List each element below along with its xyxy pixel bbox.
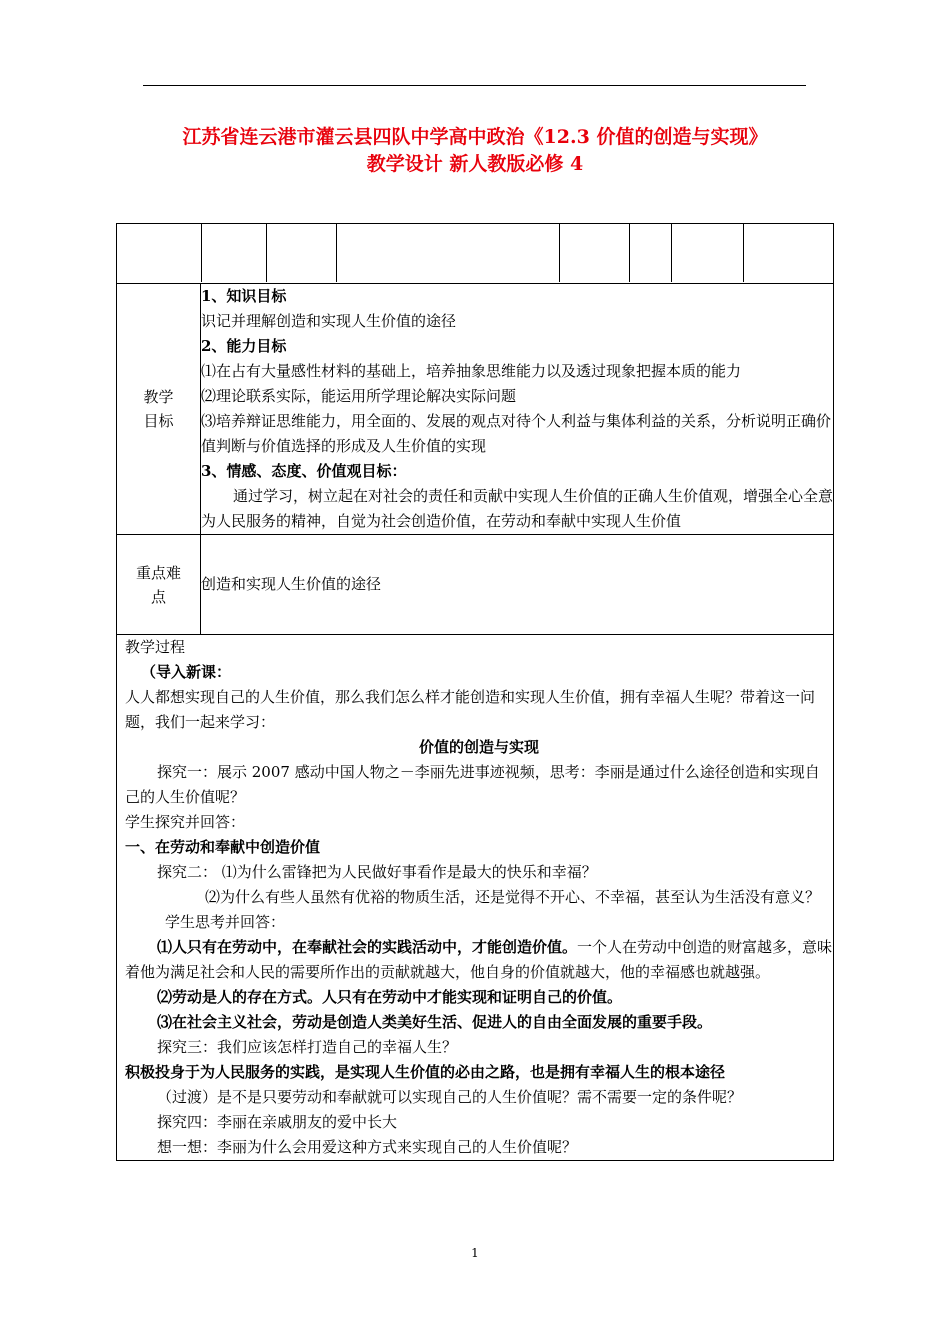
goals-label-line2: 目标 (143, 412, 174, 430)
process-heading: 教学过程 (125, 638, 186, 656)
keypoints-label-line1: 重点难 (135, 563, 181, 582)
goals-ability-item-2: ⑵理论联系实际，能运用所学理论解决实际问题 (201, 387, 517, 405)
think-question: 想一想：李丽为什么会用爱这种方式来实现自己的人生价值呢？ (157, 1138, 578, 1156)
student-answer-2: 学生思考并回答： (165, 913, 286, 931)
goals-row (117, 284, 834, 535)
section-1-heading: 一、在劳动和奉献中创造价值 (125, 838, 321, 856)
goals-knowledge-text: 识记并理解创造和实现人生价值的途径 (201, 312, 457, 330)
goals-ability-heading: 2、能力目标 (201, 337, 287, 355)
explore-3: 探究三：我们应该怎样打造自己的幸福人生？ (157, 1038, 458, 1056)
student-answer-1: 学生探究并回答： (125, 813, 246, 831)
point-2: ⑵劳动是人的存在方式。人只有在劳动中才能实现和证明自己的价值。 (157, 988, 623, 1006)
goals-ability-item-1: ⑴在占有大量感性材料的基础上，培养抽象思维能力以及透过现象把握本质的能力 (201, 362, 742, 380)
lesson-title: 价值的创造与实现 (418, 738, 539, 756)
document-title-line1: 江苏省连云港市灌云县四队中学高中政治《12.3 价值的创造与实现》 (182, 126, 768, 148)
keypoints-text: 创造和实现人生价值的途径 (201, 575, 382, 593)
process-content (117, 635, 834, 1161)
conclusion: 积极投身于为人民服务的实践，是实现人生价值的必由之路，也是拥有幸福人生的根本途径 (125, 1063, 726, 1081)
point-3: ⑶在社会主义社会，劳动是创造人类美好生活、促进人的自由全面发展的重要手段。 (157, 1013, 713, 1031)
process-intro-text: 人人都想实现自己的人生价值，那么我们怎么样才能创造和实现人生价值，拥有幸福人生呢？带着这一问题，我们一起来学习： (125, 688, 816, 731)
goals-content (201, 284, 834, 535)
goals-emotion-text: 通过学习，树立起在对社会的责任和贡献中实现人生价值的正确人生价值观，增强全心全意为人民服务的精神，自觉为社会创造价值，在劳动和奉献中实现人生价值 (201, 487, 834, 530)
goals-label (117, 284, 201, 535)
keypoints-label (117, 535, 201, 635)
header-rule (143, 85, 806, 86)
goals-knowledge-heading: 1、知识目标 (201, 287, 287, 305)
explore-2-question-1: 探究二： ⑴为什么雷锋把为人民做好事看作是最大的快乐和幸福？ (157, 863, 597, 881)
point-1-rest: 一个人在劳动中创造的财富越多，意味着他为满足社会和人民的需要所作出的贡献就越大，他自身的价值就越大，他的幸福感也就越强。 (125, 938, 833, 981)
lesson-plan-table (116, 223, 834, 1161)
explore-4: 探究四：李丽在亲戚朋友的爱中长大 (157, 1113, 398, 1131)
goals-ability-item-3: ⑶培养辩证思维能力，用全面的、发展的观点对待个人利益与集体利益的关系，分析说明正确价值判断与价值选择的形成及人生价值的实现 (201, 412, 832, 455)
process-intro-label: （导入新课： (141, 663, 232, 681)
goals-emotion-heading: 3、情感、态度、价值观目标： (201, 462, 407, 480)
keypoints-content (201, 535, 834, 635)
keypoints-row (117, 535, 834, 635)
explore-2-question-2: ⑵为什么有些人虽然有优裕的物质生活，还是觉得不开心、不幸福，甚至认为生活没有意义？ (205, 888, 821, 906)
explore-1: 探究一：展示 2007 感动中国人物之－李丽先进事迹视频，思考：李丽是通过什么途径创造和实现自己的人生价值呢？ (125, 763, 820, 806)
document-title-line2: 教学设计 新人教版必修 4 (366, 153, 584, 175)
header-empty-cells (117, 224, 833, 282)
transition: （过渡）是不是只要劳动和奉献就可以实现自己的人生价值呢？需不需要一定的条件呢？ (157, 1088, 743, 1106)
header-empty-row (117, 224, 834, 284)
point-1-bold: ⑴人只有在劳动中，在奉献社会的实践活动中，才能创造价值。 (157, 938, 578, 956)
goals-label-line1: 教学 (143, 388, 174, 406)
process-row (117, 635, 834, 1161)
keypoints-label-line2: 点 (150, 587, 166, 606)
page-number: 1 (471, 1246, 479, 1260)
